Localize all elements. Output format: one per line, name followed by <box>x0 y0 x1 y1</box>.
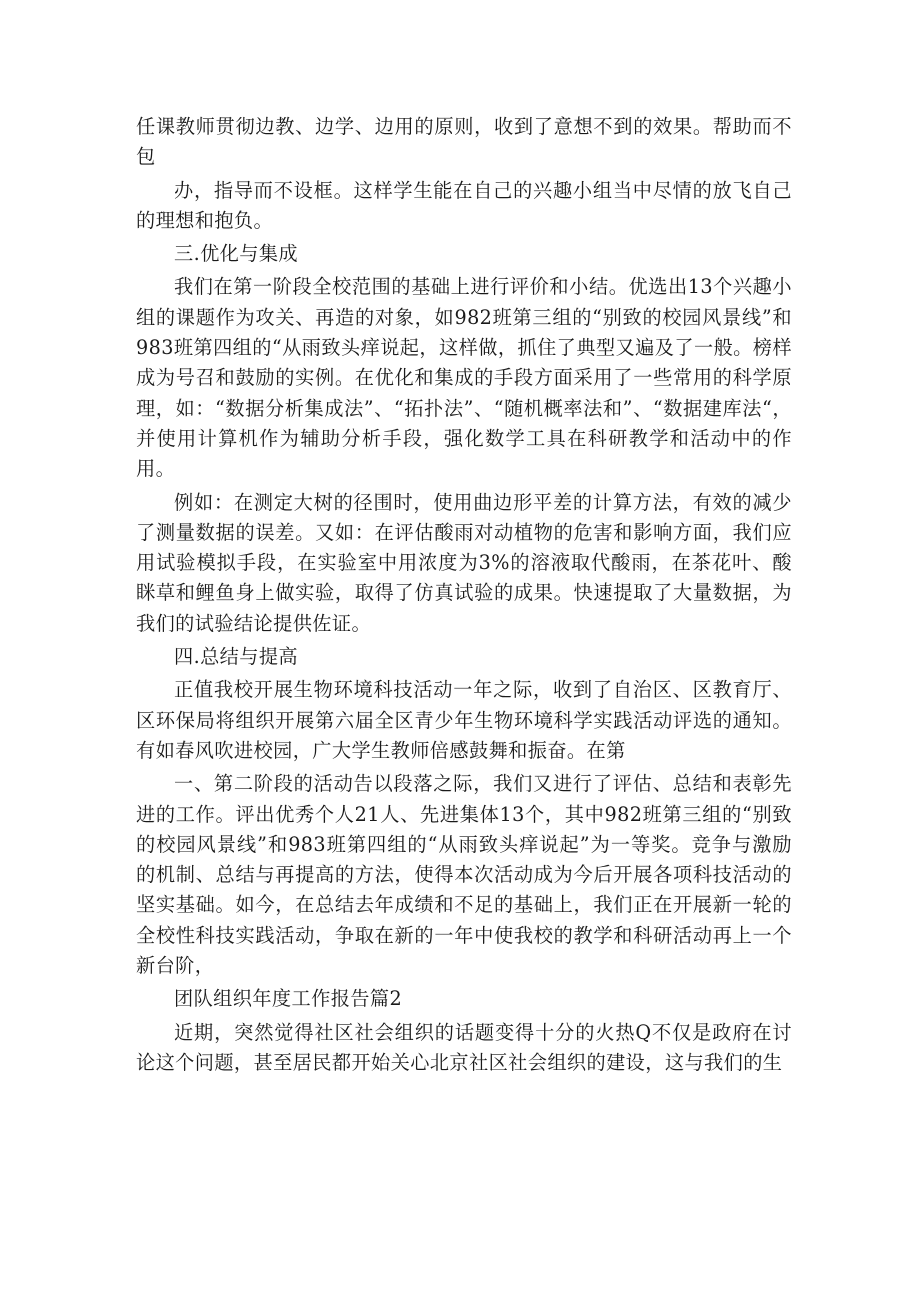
paragraph-body: 例如：在测定大树的径围时，使用曲边形平差的计算方法，有效的减少了测量数据的误差。又如：在评估酸雨对动植物的危害和影响方面，我们应用试验模拟手段，在实验室中用浓度为3%的溶液取代酸雨，在茶花叶、酸眯草和鲤鱼身上做实验，取得了仿真试验的成果。快速提取了大量数据，为我们的试验结论提供佐证。 <box>136 490 792 635</box>
section-heading-4: 四.总结与提高 <box>174 645 299 669</box>
paragraph-body: 一、第二阶段的活动告以段落之际，我们又进行了评估、总结和表彰先进的工作。评出优秀个人21人、先进集体13个，其中982班第三组的“别致的校园风景线”和983班第四组的“从雨致头痒说起”为一等奖。竞争与激励的机制、总结与再提高的方法，使得本次活动成为今后开展各项科技活动的坚实基础。如今，在总结去年成绩和不足的基础上，我们正在开展新一轮的全校性科技实践活动，争取在新的一年中使我校的教学和科研活动再上一个新台阶， <box>136 772 792 978</box>
section-heading-3: 三.优化与集成 <box>174 242 299 266</box>
paragraph-body: 近期，突然觉得社区社会组织的话题变得十分的火热Q不仅是政府在讨论这个问题，甚至居民都开始关心北京社区社会组织的建设，这与我们的生 <box>136 1020 792 1074</box>
paragraph-body: 办，指导而不设框。这样学生能在自己的兴趣小组当中尽情的放飞自己的理想和抱负。 <box>136 178 792 232</box>
report-title-part-2: 团队组织年度工作报告篇2 <box>174 987 403 1011</box>
paragraph-body: 我们在第一阶段全校范围的基础上进行评价和小结。优选出13个兴趣小组的课题作为攻关、再造的对象，如982班第三组的“别致的校园风景线”和983班第四组的“从雨致头痒说起，这样做，抓住了典型又遍及了一般。榜样成为号召和鼓励的实例。在优化和集成的手段方面采用了一些常用的科学原理，如：“数据分析集成法”、“拓扑法”、“随机概率法和”、“数据建库法“，并使用计算机作为辅助分析手段，强化数学工具在科研教学和活动中的作用。 <box>136 275 792 481</box>
paragraph-body: 正值我校开展生物环境科技活动一年之际，收到了自治区、区教育厅、区环保局将组织开展第六届全区青少年生物环境科学实践活动评选的通知。有如春风吹进校园，广大学生教师倍感鼓舞和振奋。在第 <box>136 678 792 762</box>
paragraph-continued: 任课教师贯彻边教、边学、边用的原则，收到了意想不到的效果。帮助而不包 <box>136 115 792 169</box>
